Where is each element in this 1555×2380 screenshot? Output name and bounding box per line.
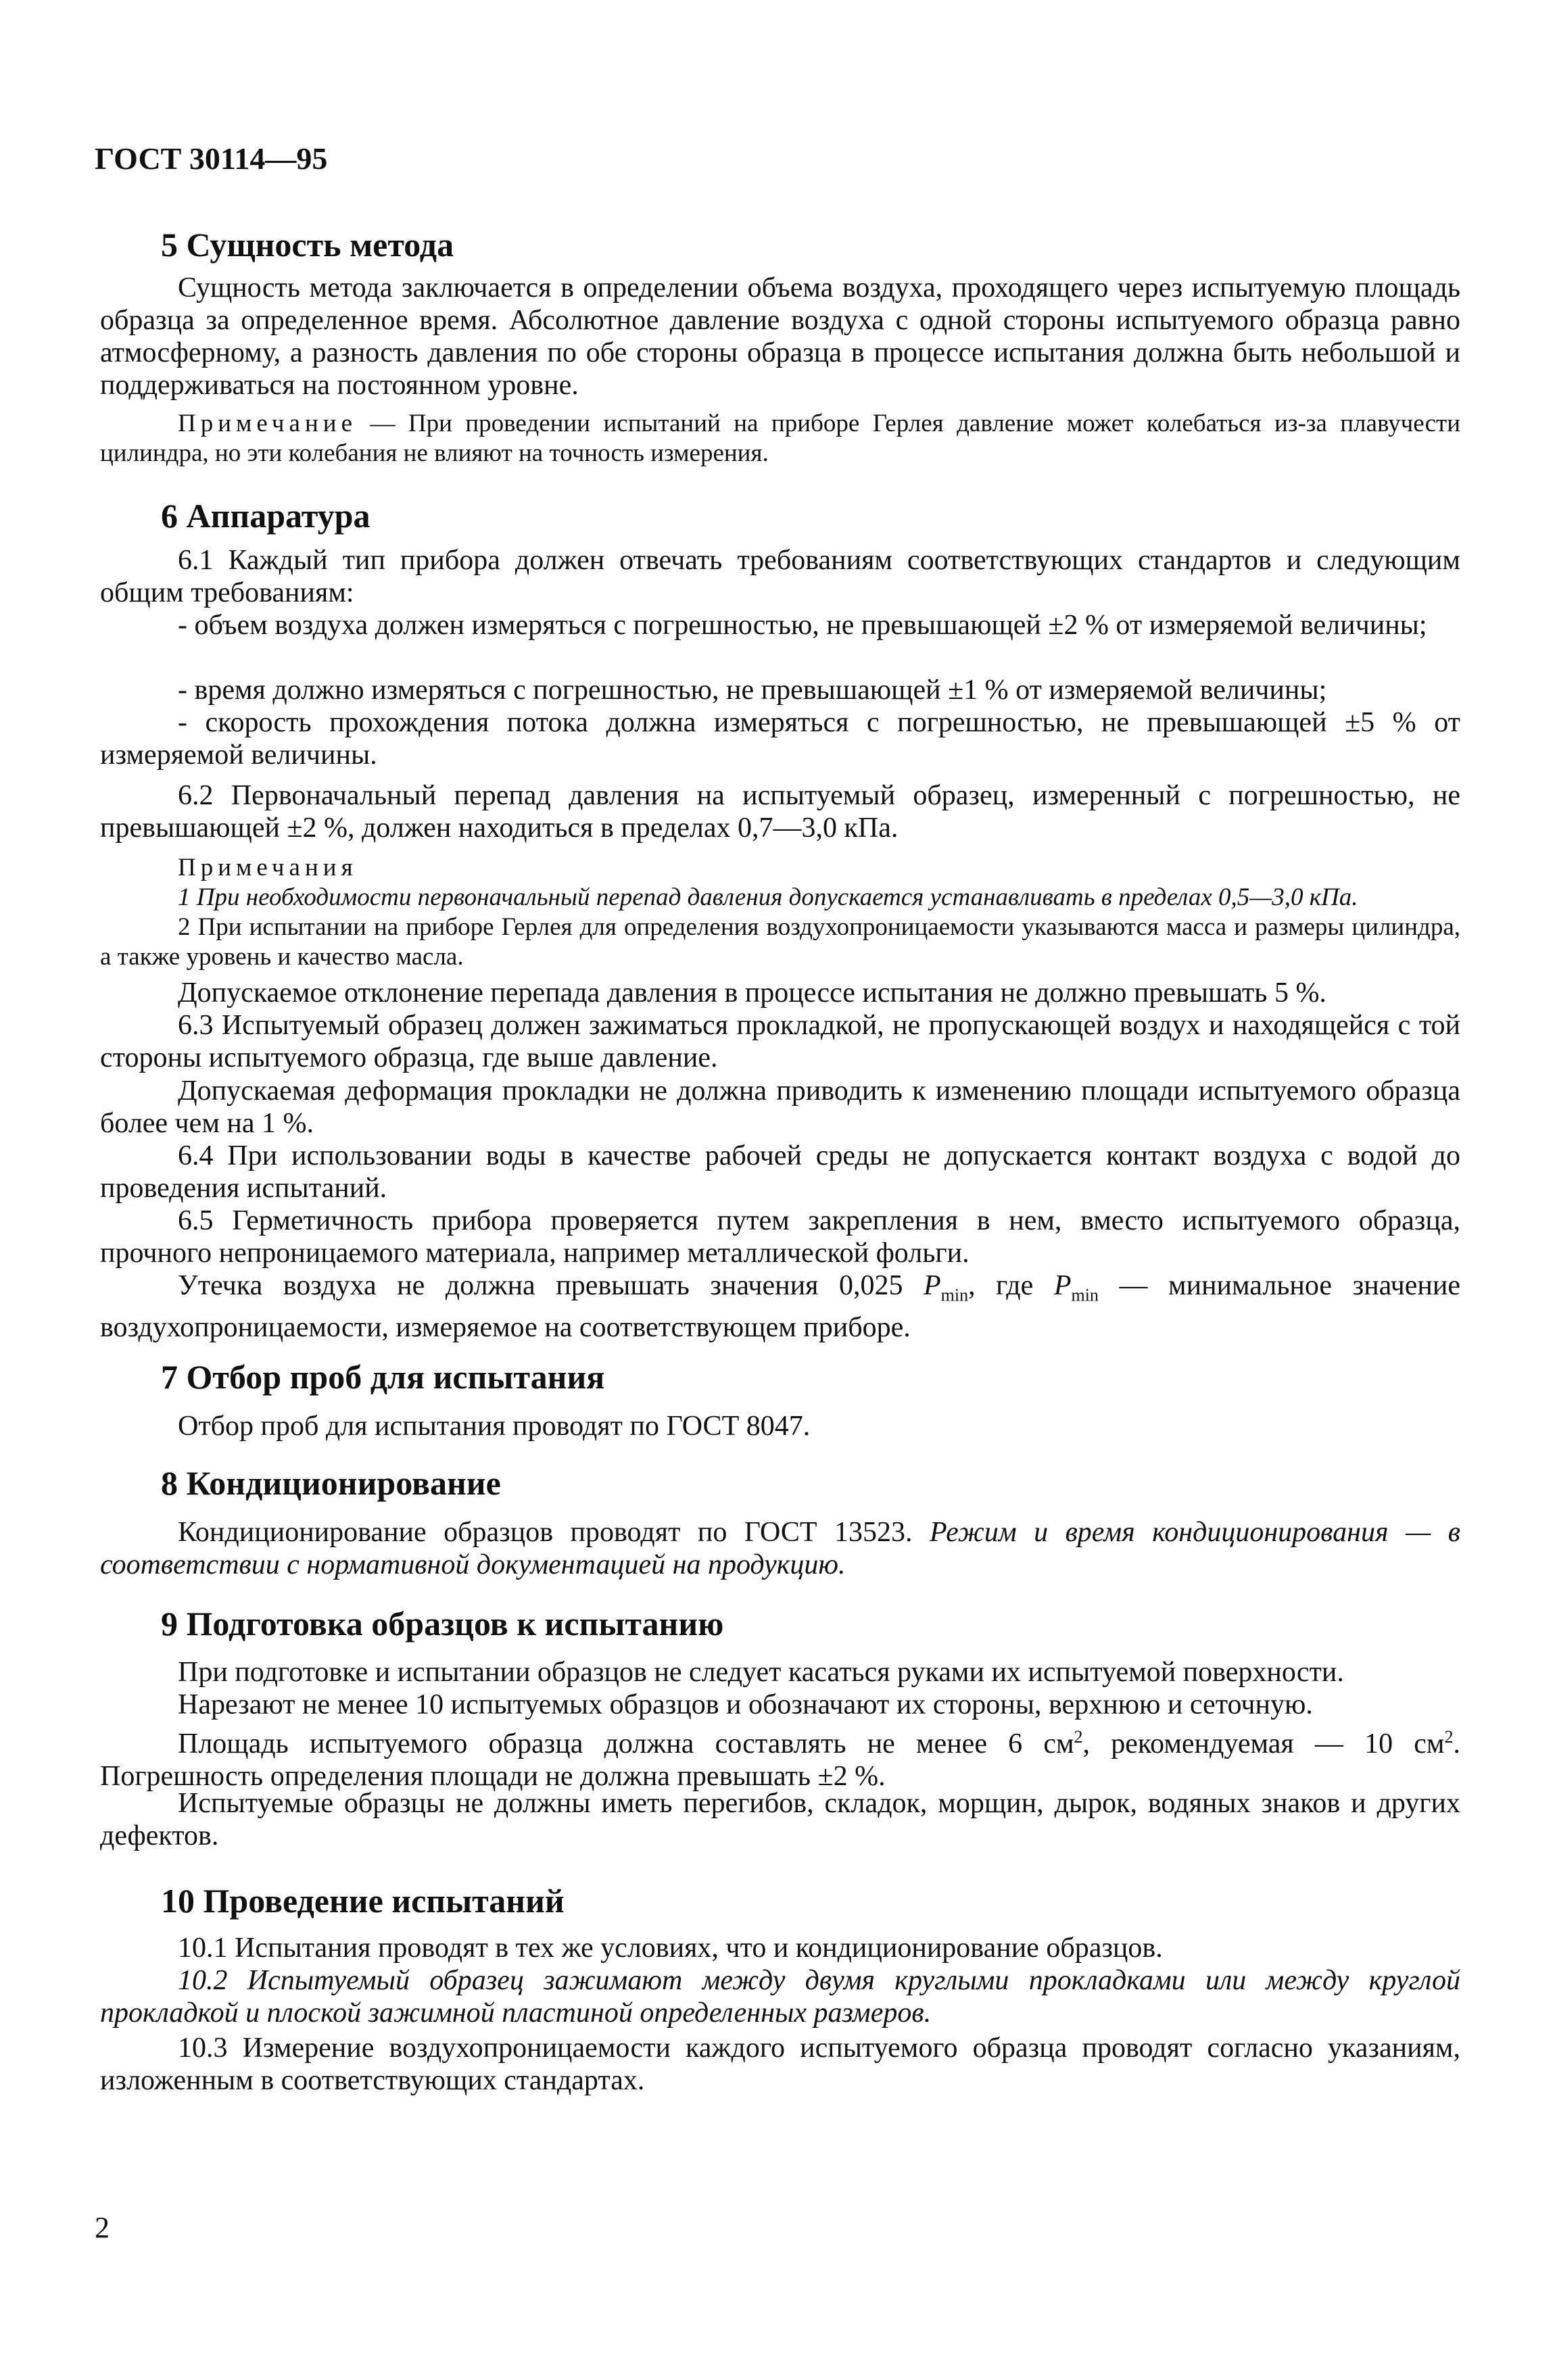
clause-6-1: 6.1 Каждый тип прибора должен отвечать требованиям соответствующих стандартов и следующим общим требованиям: xyxy=(100,545,1460,608)
clause-6-4: 6.4 При использовании воды в качестве рабочей среды не допускается контакт воздуха с водой до проведения испытаний. xyxy=(100,1140,1460,1204)
section-5-title: 5 Сущность метода xyxy=(161,226,454,264)
gasket-deformation-text: Допускаемая деформация прокладки не должна приводить к изменению площади испытуемого образца более чем на 1 %. xyxy=(100,1075,1460,1139)
requirement-time: - время должно измеряться с погрешностью, не превышающей ±1 % от измеряемой величины; xyxy=(178,675,1327,706)
section-8-paragraph: Кондиционирование образцов проводят по ГОСТ 13523. Режим и время кондиционирования — в соответствии с нормативной документацией на продукцию. xyxy=(100,1517,1460,1580)
note-2: 2 При испытании на приборе Герлея для определения воздухопроницаемости указываются масса и размеры цилиндра, а также уровень и качество масла. xyxy=(100,913,1460,971)
clause-6-2: 6.2 Первоначальный перепад давления на испытуемый образец, измеренный с погрешностью, не превышающей ±2 %, должен находиться в пределах 0,7—3,0 кПа. xyxy=(100,780,1460,844)
section-9-paragraph-3: Площадь испытуемого образца должна составлять не менее 6 $см^2$, рекомендуемая — 10 $см^2$. Погрешность определения площади не должна превышать ±2 %. xyxy=(100,1727,1460,1792)
page-number: 2 xyxy=(95,2211,110,2244)
section-9-paragraph-1: При подготовке и испытании образцов не следует касаться руками их испытуемой поверхности. xyxy=(178,1657,1344,1688)
note-1: 1 При необходимости первоначальный перепад давления допускается устанавливать в пределах 0,5—3,0 кПа. xyxy=(178,883,1358,911)
section-6-title: 6 Аппаратура xyxy=(161,497,370,535)
clause-6-3: 6.3 Испытуемый образец должен зажиматься прокладкой, не пропускающей воздух и находящейся с той стороны испытуемого образца, где выше давление. xyxy=(100,1010,1460,1073)
section-7-title: 7 Отбор проб для испытания xyxy=(161,1358,605,1396)
pressure-deviation-text: Допускаемое отклонение перепада давления в процессе испытания не должно превышать 5 %. xyxy=(178,977,1326,1009)
air-leak-text: Утечка воздуха не должна превышать значения 0,025 $P_{min}$, где $P_{min}$ — минимальное значение воздухопроницаемости, измеряемое на соответствующем приборе. xyxy=(100,1270,1460,1344)
section-10-title: 10 Проведение испытаний xyxy=(161,1882,565,1920)
clause-10-2: 10.2 Испытуемый образец зажимают между двумя круглыми прокладками или между круглой прокладкой и плоской зажимной пластиной определенных размеров. xyxy=(100,1965,1460,2029)
section-9-paragraph-2: Нарезают не менее 10 испытуемых образцов и обозначают их стороны, верхнюю и сеточную. xyxy=(178,1689,1313,1720)
clause-6-5: 6.5 Герметичность прибора проверяется путем закрепления в нем, вместо испытуемого образца, прочного непроницаемого материала, например металлической фольги. xyxy=(100,1205,1460,1269)
section-9-title: 9 Подготовка образцов к испытанию xyxy=(161,1605,724,1643)
section-9-paragraph-4: Испытуемые образцы не должны иметь перегибов, складок, морщин, дырок, водяных знаков и других дефектов. xyxy=(100,1788,1460,1851)
clause-10-3: 10.3 Измерение воздухопроницаемости каждого испытуемого образца проводят согласно указаниям, изложенным в соответствующих стандартах. xyxy=(100,2033,1460,2096)
requirement-volume: - объем воздуха должен измеряться с погрешностью, не превышающей ±2 % от измеряемой величины; xyxy=(178,610,1427,641)
document-header: ГОСТ 30114—95 xyxy=(95,141,328,176)
section-5-paragraph: Сущность метода заключается в определении объема воздуха, проходящего через испытуемую площадь образца за определенное время. Абсолютное давление воздуха с одной стороны испытуемого образца равно атмосферному, а разность давления по обе стороны образца в процессе испытания должна быть небольшой и поддерживаться на постоянном уровне. xyxy=(100,272,1460,401)
notes-label: Примечания xyxy=(178,854,358,881)
section-7-paragraph: Отбор проб для испытания проводят по ГОСТ 8047. xyxy=(178,1411,811,1442)
section-5-note: Примечание — При проведении испытаний на приборе Герлея давление может колебаться из-за плавучести цилиндра, но эти колебания не влияют на точность измерения. xyxy=(100,410,1460,467)
requirement-flow-rate: - скорость прохождения потока должна измеряться с погрешностью, не превышающей ±5 % от измеряемой величины. xyxy=(100,707,1460,771)
section-8-title: 8 Кондиционирование xyxy=(161,1464,501,1502)
clause-10-1: 10.1 Испытания проводят в тех же условиях, что и кондиционирование образцов. xyxy=(178,1933,1163,1964)
